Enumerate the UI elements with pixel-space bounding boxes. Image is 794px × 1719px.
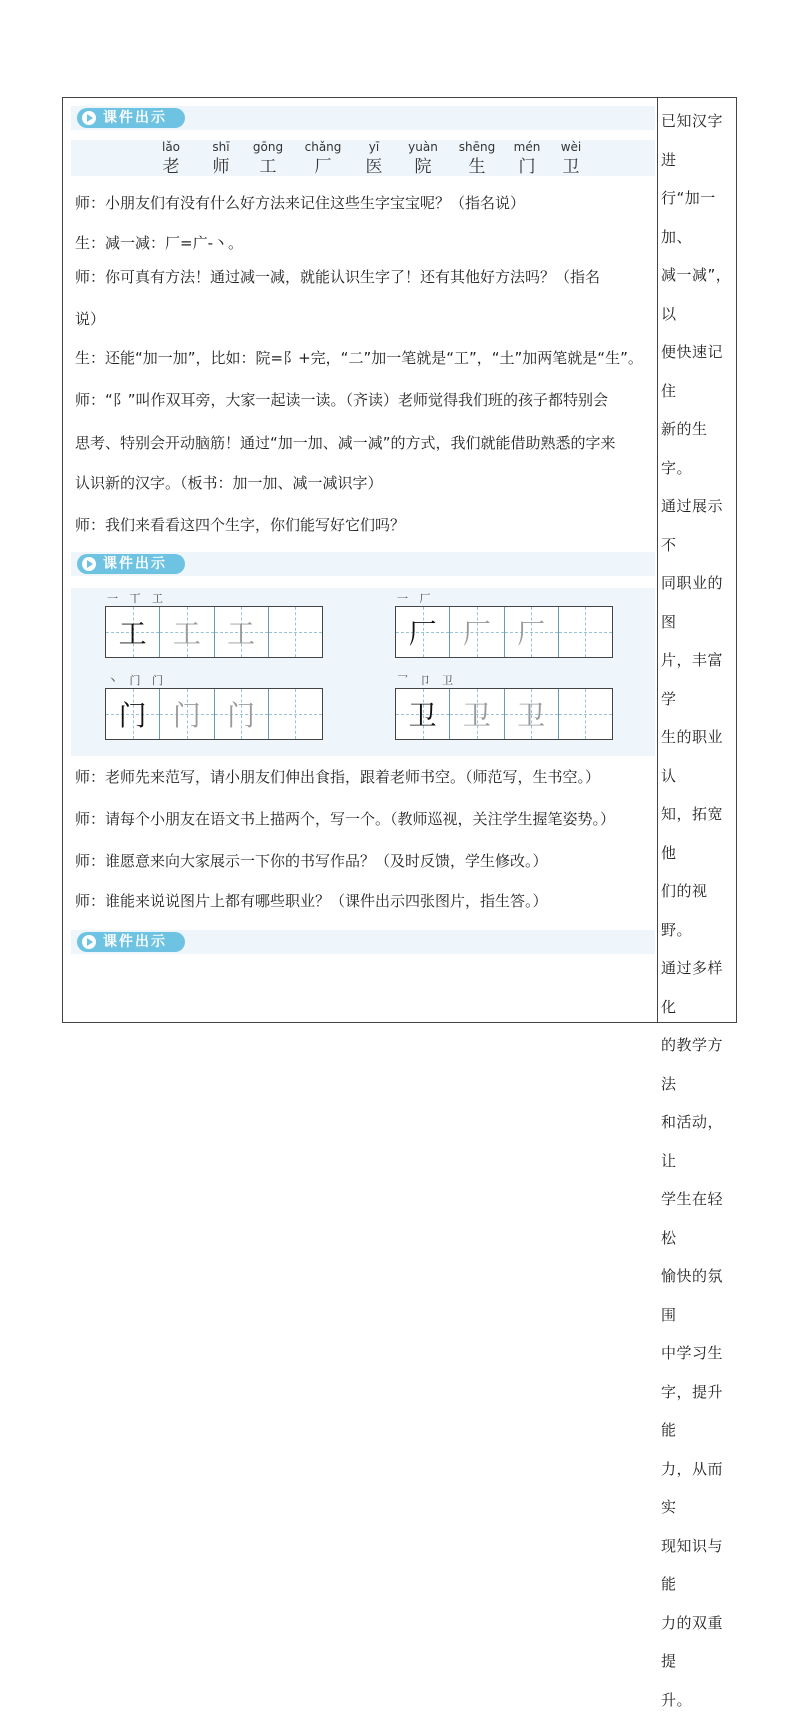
hanzi-text: 老 [151,152,191,177]
note-line: 片，丰富学 [661,641,735,718]
model-character: 工 [119,612,147,652]
writing-grid [395,606,613,658]
courseware-banner [71,106,655,130]
note-line: 知，拓宽他 [661,795,735,872]
hanzi-text: 厂 [303,152,343,177]
trace-character: 厂 [463,612,491,652]
courseware-tag-label: 课件出示 [103,556,167,572]
note-line: 中学习生 [661,1334,735,1373]
dialogue-line: 师：小朋友们有没有什么好方法来记住这些生字宝宝呢？（指名说） [75,192,525,213]
pinyin-text: gōng [243,140,293,154]
model-character: 厂 [409,612,437,652]
trace-character: 厂 [517,612,545,652]
note-line: 新的生字。 [661,410,735,487]
courseware-tag [77,932,185,952]
pinyin-characters-band [71,140,655,176]
note-line: 学生在轻松 [661,1180,735,1257]
dialogue-line: 师：老师先来范写，请小朋友们伸出食指，跟着老师书空。（师范写，生书空。） [75,766,600,787]
hanzi-text: 工 [248,152,288,177]
note-line: 行“加一加、 [661,179,735,256]
note-line: 字，提升能 [661,1373,735,1450]
stroke-order: 乛 卩 卫 [397,672,457,688]
grid-cell [505,689,559,739]
stroke-order: 一 厂 [397,590,435,606]
grid-cell [269,607,322,657]
trace-character: 工 [227,612,255,652]
writing-grids-panel [71,588,655,756]
dialogue-line: 思考、特别会开动脑筋！通过“加一加、减一减”的方式，我们就能借助熟悉的字来 [75,432,616,453]
trace-character: 工 [173,612,201,652]
hanzi-text: 门 [507,152,547,177]
hanzi-text: 医 [354,152,394,177]
dialogue-line: 认识新的汉字。（板书：加一加、减一减识字） [75,472,383,493]
dialogue-line: 师：谁能来说说图片上都有哪些职业？（课件出示四张图片，指生答。） [75,890,548,911]
note-line: 通过多样化 [661,949,735,1026]
trace-character: 卫 [517,694,545,734]
grid-cell [396,689,450,739]
dialogue-line: 生：还能“加一加”，比如：院=阝+完，“二”加一笔就是“工”，“土”加两笔就是“生”。 [75,347,643,368]
courseware-tag-label: 课件出示 [103,934,167,950]
hanzi-text: 生 [457,152,497,177]
courseware-banner [71,930,655,954]
lesson-table [62,97,737,1023]
writing-grid [105,606,323,658]
hanzi-text: 卫 [551,152,591,177]
dialogue-line: 说） [75,308,105,329]
note-line: 生的职业认 [661,718,735,795]
trace-character: 卫 [463,694,491,734]
dialogue-line: 师：你可真有方法！通过减一减，就能认识生字了！还有其他好方法吗？（指名 [75,266,600,287]
note-line: 同职业的图 [661,564,735,641]
grid-cell [106,689,160,739]
grid-cell [450,689,504,739]
courseware-tag [77,554,185,574]
grid-cell [396,607,450,657]
play-icon [82,557,96,571]
dialogue-line: 生：减一减：厂=广-丶。 [75,232,243,253]
model-character: 卫 [409,694,437,734]
play-icon [82,111,96,125]
note-line: 和活动，让 [661,1103,735,1180]
design-notes-column [661,102,735,1719]
column-divider [657,98,658,1022]
pinyin-text: yī [349,140,399,154]
grid-cell [160,607,214,657]
grid-cell [450,607,504,657]
grid-cell [505,607,559,657]
pinyin-text: yuàn [398,140,448,154]
stroke-order: 一 丅 工 [107,590,167,606]
grid-cell [215,607,269,657]
note-line: 通过展示不 [661,487,735,564]
dialogue-line: 师：“阝”叫作双耳旁，大家一起读一读。（齐读）老师觉得我们班的孩子都特别会 [75,389,608,410]
note-line: 们的视野。 [661,872,735,949]
note-line: 愉快的氛围 [661,1257,735,1334]
model-character: 门 [119,694,147,734]
pinyin-text: shī [196,140,246,154]
courseware-banner [71,552,655,576]
note-line: 的教学方法 [661,1026,735,1103]
stroke-order: 丶 门 门 [107,672,167,688]
note-line: 减一减”，以 [661,256,735,333]
hanzi-text: 院 [403,152,443,177]
pinyin-text: mén [502,140,552,154]
pinyin-text: shēng [452,140,502,154]
note-line: 升。 [661,1681,735,1719]
note-line: 力的双重提 [661,1604,735,1681]
courseware-tag [77,108,185,128]
note-line: 已知汉字进 [661,102,735,179]
grid-cell [269,689,322,739]
pinyin-text: wèi [546,140,596,154]
courseware-tag-label: 课件出示 [103,110,167,126]
grid-cell [215,689,269,739]
dialogue-line: 师：谁愿意来向大家展示一下你的书写作品？（及时反馈，学生修改。） [75,850,548,871]
note-line: 现知识与能 [661,1527,735,1604]
note-line: 便快速记住 [661,333,735,410]
dialogue-line: 师：请每个小朋友在语文书上描两个，写一个。（教师巡视，关注学生握笔姿势。） [75,808,615,829]
pinyin-text: lǎo [146,140,196,154]
trace-character: 门 [173,694,201,734]
pinyin-text: chǎng [298,140,348,154]
grid-cell [559,607,612,657]
trace-character: 门 [227,694,255,734]
dialogue-line: 师：我们来看看这四个生字，你们能写好它们吗？ [75,514,405,535]
play-icon [82,935,96,949]
grid-cell [160,689,214,739]
writing-grid [395,688,613,740]
writing-grid [105,688,323,740]
grid-cell [559,689,612,739]
note-line: 力，从而实 [661,1450,735,1527]
hanzi-text: 师 [201,152,241,177]
grid-cell [106,607,160,657]
